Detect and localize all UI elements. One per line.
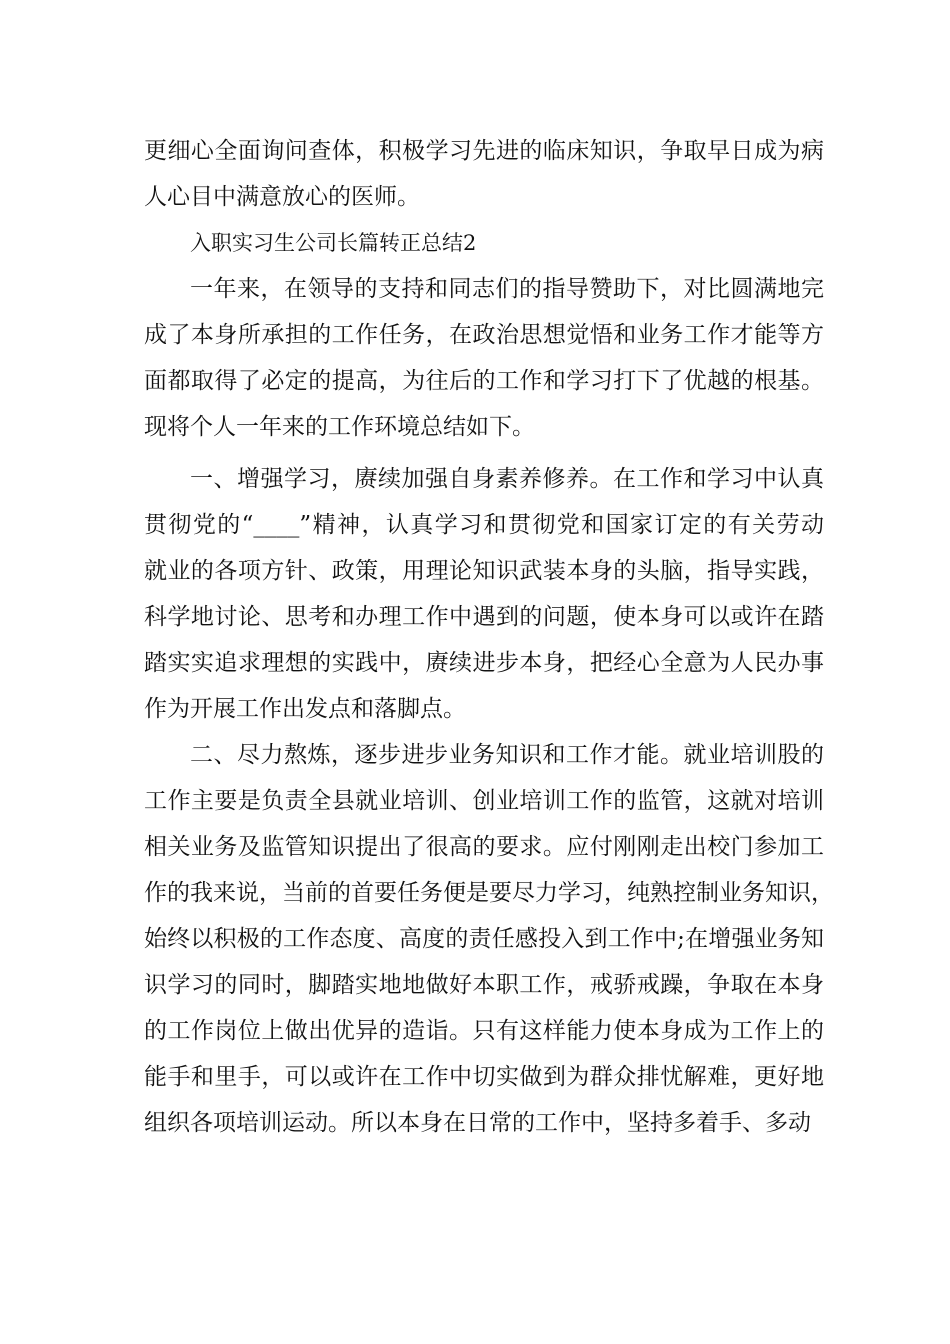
text-line: 二、尽力熬炼，逐步进步业务知识和工作才能。就业培训股的 — [190, 742, 824, 768]
paragraph — [144, 266, 824, 450]
section-heading — [144, 220, 824, 266]
text-line: 组织各项培训运动。所以本身在日常的工作中，坚持多着手、多动 — [144, 1110, 811, 1136]
heading-text: 入职实习生公司长篇转正总结2 — [190, 231, 477, 255]
text-line: 能手和里手，可以或许在工作中切实做到为群众排忧解难，更好地 — [144, 1064, 824, 1090]
text-line: 作的我来说，当前的首要任务便是要尽力学习，纯熟控制业务知识， — [144, 880, 834, 906]
paragraph — [144, 732, 834, 1146]
text-line: 人心目中满意放心的医师。 — [144, 184, 420, 210]
text-line: 更细心全面询问查体，积极学习先进的临床知识，争取早日成为病 — [144, 138, 824, 164]
text-line: 现将个人一年来的工作环境总结如下。 — [144, 414, 535, 440]
text-line: 工作主要是负责全县就业培训、创业培训工作的监管，这就对培训 — [144, 788, 824, 814]
text-line: 一、增强学习，赓续加强自身素养修养。在工作和学习中认真 — [190, 466, 824, 492]
text-line: 踏实实追求理想的实践中，赓续进步本身，把经心全意为人民办事 — [144, 650, 824, 676]
text-line: 就业的各项方针、政策，用理论知识武装本身的头脑，指导实践， — [144, 558, 824, 584]
text-line: 作为开展工作出发点和落脚点。 — [144, 696, 466, 722]
text-line: 科学地讨论、思考和办理工作中遇到的问题，使本身可以或许在踏 — [144, 604, 824, 630]
text-line: 贯彻党的“____”精神，认真学习和贯彻党和国家订定的有关劳动 — [144, 512, 824, 538]
text-line: 面都取得了必定的提高，为往后的工作和学习打下了优越的根基。 — [144, 368, 824, 394]
paragraph — [144, 456, 824, 732]
text-line: 识学习的同时，脚踏实地地做好本职工作，戒骄戒躁，争取在本身 — [144, 972, 824, 998]
text-line: 始终以积极的工作态度、高度的责任感投入到工作中;在增强业务知 — [144, 926, 824, 952]
text-line: 的工作岗位上做出优异的造诣。只有这样能力使本身成为工作上的 — [144, 1018, 824, 1044]
document-body — [144, 128, 834, 1146]
text-line: 成了本身所承担的工作任务，在政治思想觉悟和业务工作才能等方 — [144, 322, 824, 348]
text-line: 相关业务及监管知识提出了很高的要求。应付刚刚走出校门参加工 — [144, 834, 824, 860]
text-line: 一年来，在领导的支持和同志们的指导赞助下，对比圆满地完 — [190, 276, 824, 302]
paragraph — [144, 128, 824, 220]
